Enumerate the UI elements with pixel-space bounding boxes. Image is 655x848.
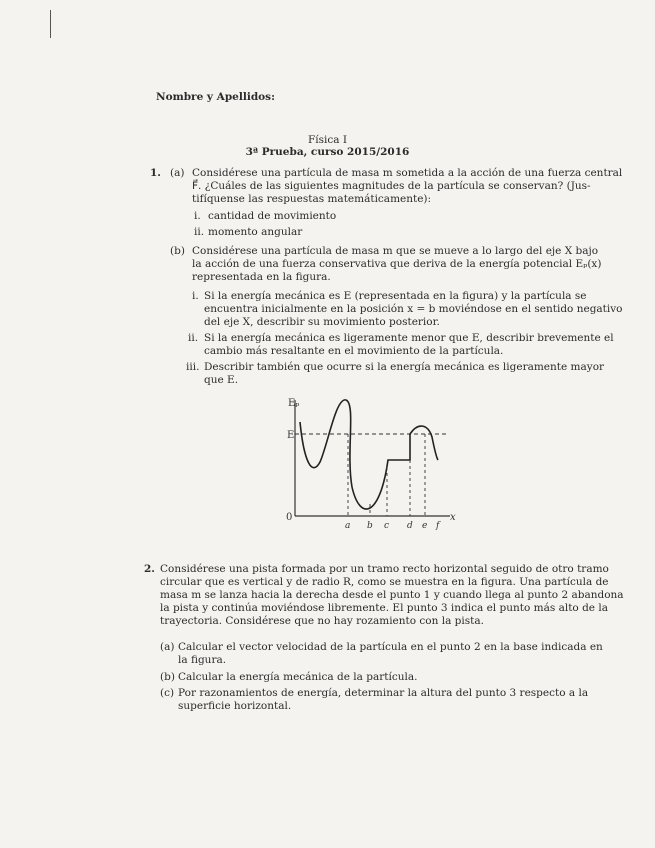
q1a-item-num: i.: [194, 210, 201, 222]
margin-mark: [50, 10, 51, 38]
q1b-item-num: i.: [192, 290, 199, 302]
tick-label-e: e: [422, 521, 428, 531]
q2a-label: (a): [160, 641, 175, 653]
q1-number: 1.: [150, 167, 161, 179]
energy-level-label: E: [287, 430, 295, 441]
q2-number: 2.: [144, 563, 155, 575]
q2c-label: (c): [160, 687, 175, 699]
q2-line: circular que es vertical y de radio R, como se muestra en la figura. Una partícula de: [160, 576, 609, 588]
q1b-item-line: Si la energía mecánica es E (representada en la figura) y la partícula se: [204, 290, 587, 302]
y-axis-label: Eₚ: [288, 398, 300, 409]
q2-line: Considérese una pista formada por un tramo recto horizontal seguido de otro tramo: [160, 563, 609, 575]
tick-label-a: a: [345, 521, 351, 531]
q2-line: la pista y continúa moviéndose libremente. El punto 3 indica el punto más alto de la: [160, 602, 608, 614]
q1a-label: (a): [170, 167, 185, 179]
q2c-line: superficie horizontal.: [178, 700, 292, 712]
q1b-item-line: cambio más resaltante en el movimiento de la partícula.: [204, 345, 504, 357]
q1a-line: tifíquense las respuestas matemáticamente):: [192, 193, 432, 205]
q2a-line: la figura.: [178, 654, 227, 666]
q1b-item-num: ii.: [188, 332, 199, 344]
tick-label-f: f: [436, 521, 440, 531]
potential-curve: [300, 400, 438, 509]
q1b-line: Considérese una partícula de masa m que se mueve a lo largo del eje X bajo: [192, 245, 599, 257]
subject-title: Física I: [307, 134, 348, 146]
q1a-line: Considérese una partícula de masa m sometida a la acción de una fuerza central: [192, 167, 623, 179]
origin-label: 0: [286, 512, 293, 523]
q1b-item-line: del eje X, describir su movimiento posterior.: [204, 316, 440, 328]
q1a-item-num: ii.: [194, 226, 205, 238]
q1b-item-line: Si la energía mecánica es ligeramente menor que E, describir brevemente el: [204, 332, 614, 344]
tick-label-b: b: [367, 521, 373, 531]
potential-energy-figure: [280, 392, 460, 534]
q2-line: masa m se lanza hacia la derecha desde el punto 1 y cuando llega al punto 2 abandona: [160, 589, 624, 601]
q1b-label: (b): [170, 245, 185, 257]
q2b-line: Calcular la energía mecánica de la partícula.: [178, 671, 418, 683]
q1b-item-line: Describir también que ocurre si la energía mecánica es ligeramente mayor: [204, 361, 605, 373]
exam-title: 3ª Prueba, curso 2015/2016: [245, 146, 410, 158]
q1a-item-text: cantidad de movimiento: [208, 210, 337, 222]
name-label: Nombre y Apellidos:: [156, 91, 275, 103]
tick-label-c: c: [384, 521, 390, 531]
q2a-line: Calcular el vector velocidad de la partícula en el punto 2 en la base indicada en: [178, 641, 603, 653]
tick-label-d: d: [407, 521, 413, 531]
q1a-item-text: momento angular: [208, 226, 303, 238]
q1b-item-line: que E.: [204, 374, 239, 386]
q2b-label: (b): [160, 671, 175, 683]
q1b-line: representada en la figura.: [192, 271, 331, 283]
q1b-item-line: encuentra inicialmente en la posición x = b moviéndose en el sentido negativo: [204, 303, 623, 315]
q1b-line: la acción de una fuerza conservativa que deriva de la energía potencial Eₚ(x): [192, 258, 602, 270]
q2-line: trayectoria. Considérese que no hay rozamiento con la pista.: [160, 615, 484, 627]
q2c-line: Por razonamientos de energía, determinar la altura del punto 3 respecto a la: [178, 687, 589, 699]
q1b-item-num: iii.: [186, 361, 200, 373]
q1a-line: F⃗. ¿Cuáles de las siguientes magnitudes de la partícula se conservan? (Jus-: [192, 180, 591, 192]
x-axis-label: x: [450, 512, 456, 523]
